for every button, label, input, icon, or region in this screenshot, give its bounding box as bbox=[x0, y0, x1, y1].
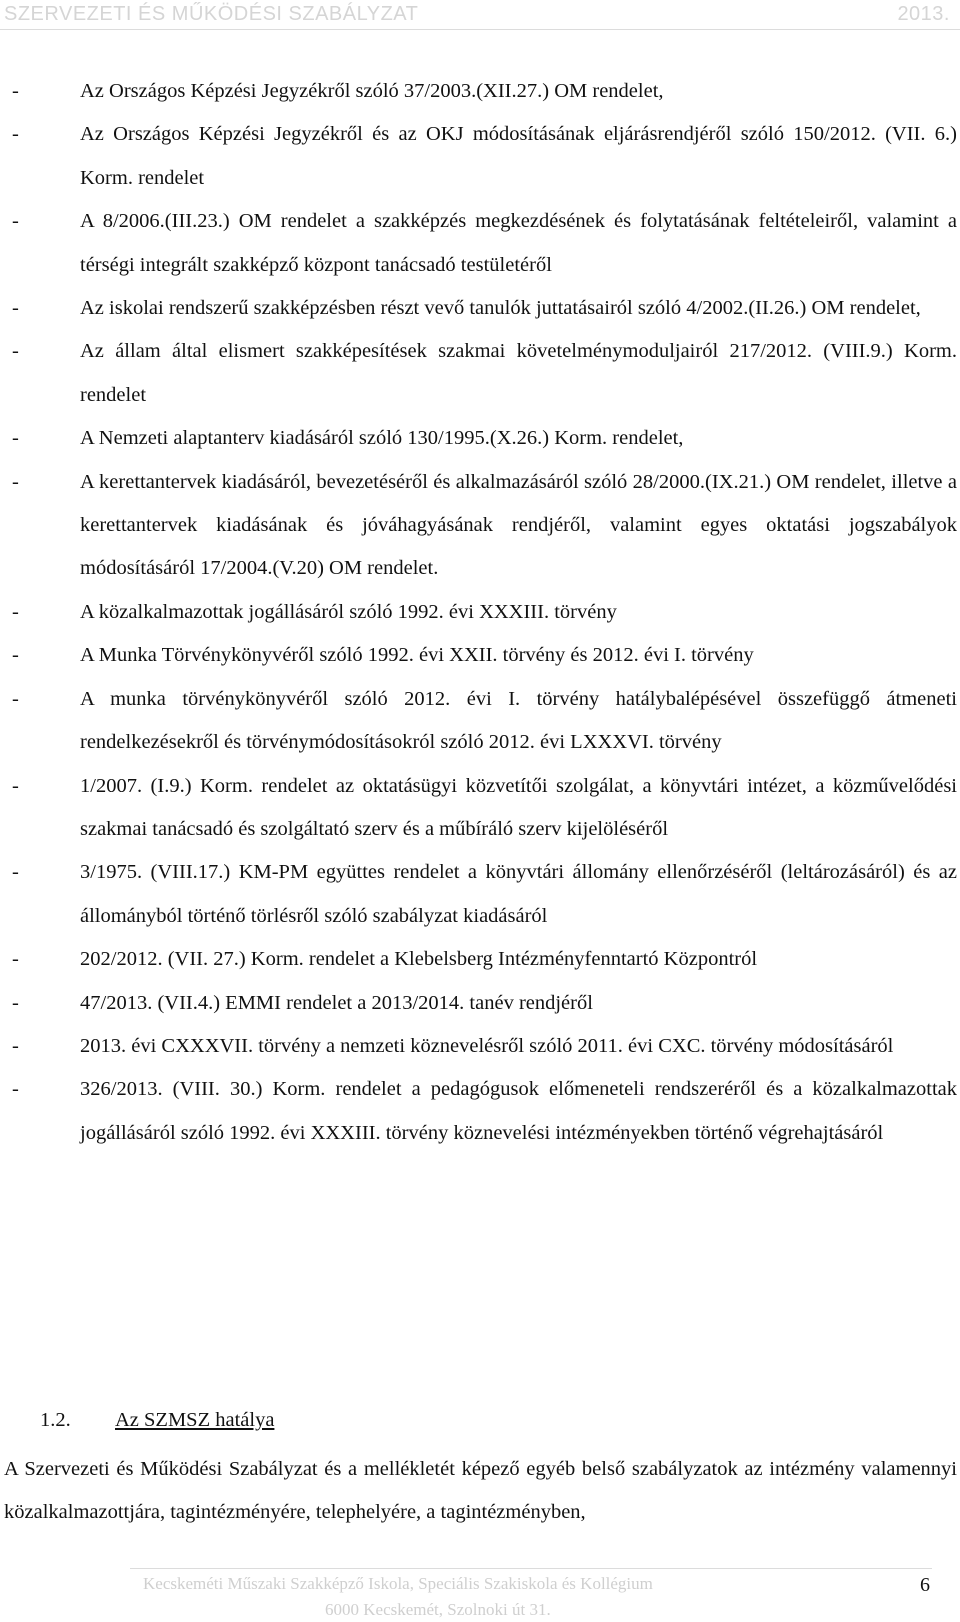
page-header bbox=[0, 0, 960, 30]
header-year: 2013. bbox=[897, 3, 950, 25]
list-dash: - bbox=[12, 210, 19, 233]
section-heading bbox=[40, 1405, 274, 1435]
list-item-text: A munka törvénykönyvéről szóló 2012. évi I. törvény hatálybalépésével összefüggő átmeneti rendelkezésekről és törvénymódosításokról szóló 2012. évi LXXXVI. törvény bbox=[80, 687, 957, 754]
list-item bbox=[0, 70, 960, 113]
list-item bbox=[0, 461, 960, 591]
list-dash: - bbox=[12, 948, 19, 971]
header-rule bbox=[0, 29, 960, 30]
section-title: Az SZMSZ hatálya bbox=[115, 1409, 275, 1431]
list-dash: - bbox=[12, 340, 19, 363]
list-dash: - bbox=[12, 861, 19, 884]
list-item-text: Az iskolai rendszerű szakképzésben részt vevő tanulók juttatásairól szóló 4/2002.(II.26.) OM rendelet, bbox=[80, 297, 921, 320]
list-item-text: Az Országos Képzési Jegyzékről és az OKJ módosításának eljárásrendjéről szóló 150/2012. (VII. 6.) Korm. rendelet bbox=[80, 123, 957, 189]
list-item bbox=[0, 1025, 960, 1068]
list-item bbox=[0, 765, 960, 852]
page-footer bbox=[0, 1562, 960, 1622]
list-item-text: 326/2013. (VIII. 30.) Korm. rendelet a pedagógusok előmeneteli rendszeréről és a közalkalmazottak jogállásáról szóló 1992. évi XXXIII. törvény köznevelési intézményekben történő végrehajtásáról bbox=[80, 1078, 957, 1144]
list-item-text: A közalkalmazottak jogállásáról szóló 1992. évi XXXIII. törvény bbox=[80, 600, 617, 623]
list-dash: - bbox=[12, 427, 19, 450]
list-item-text: A 8/2006.(III.23.) OM rendelet a szakképzés megkezdésének és folytatásának feltételeiről, valamint a térségi integrált szakképző központ tanácsadó testületéről bbox=[80, 210, 957, 276]
list-dash: - bbox=[12, 297, 19, 320]
page-number: 6 bbox=[920, 1574, 930, 1596]
footer-address: 6000 Kecskemét, Szolnoki út 31. bbox=[325, 1600, 551, 1619]
list-dash: - bbox=[12, 80, 19, 102]
header-title: SZERVEZETI ÉS MŰKÖDÉSI SZABÁLYZAT bbox=[4, 3, 419, 25]
list-item bbox=[0, 417, 960, 460]
list-item-text: A kerettantervek kiadásáról, bevezetéséről és alkalmazásáról szóló 28/2000.(IX.21.) OM rendelet, illetve a kerettantervek kiadásának és jóváhagyásának rendjéről, valamint egyes oktatási jogszabályok módosításáról 17/2004.(V.20) OM rendelet. bbox=[80, 470, 957, 580]
list-item bbox=[0, 851, 960, 938]
list-item bbox=[0, 982, 960, 1025]
section-number: 1.2. bbox=[40, 1409, 71, 1431]
list-dash: - bbox=[12, 774, 19, 797]
list-item bbox=[0, 1068, 960, 1155]
list-item bbox=[0, 591, 960, 634]
list-item bbox=[0, 938, 960, 981]
list-dash: - bbox=[12, 600, 19, 623]
list-dash: - bbox=[12, 470, 19, 493]
list-item bbox=[0, 200, 960, 287]
list-item-text: Az Országos Képzési Jegyzékről szóló 37/2003.(XII.27.) OM rendelet, bbox=[80, 80, 664, 102]
list-item-text: 47/2013. (VII.4.) EMMI rendelet a 2013/2014. tanév rendjéről bbox=[80, 991, 593, 1014]
list-item-text: A Nemzeti alaptanterv kiadásáról szóló 130/1995.(X.26.) Korm. rendelet, bbox=[80, 427, 684, 450]
list-item bbox=[0, 330, 960, 417]
legal-references-list bbox=[0, 70, 960, 1155]
list-dash: - bbox=[12, 1034, 19, 1057]
list-item-text: 1/2007. (I.9.) Korm. rendelet az oktatásügyi közvetítői szolgálat, a könyvtári intézet, a közművelődési szakmai tanácsadó és szolgáltató szerv és a műbíráló szerv kijelöléséről bbox=[80, 774, 957, 840]
list-dash: - bbox=[12, 123, 19, 146]
list-item-text: 202/2012. (VII. 27.) Korm. rendelet a Klebelsberg Intézményfenntartó Központról bbox=[80, 948, 758, 971]
footer-rule bbox=[130, 1568, 932, 1569]
body-paragraph: A Szervezeti és Működési Szabályzat és a mellékletét képező egyéb belső szabályzatok az intézmény valamennyi közalkalmazottjára, tagintézményére, telephelyére, a tagintézményben, bbox=[4, 1458, 957, 1524]
list-dash: - bbox=[12, 687, 19, 710]
list-dash: - bbox=[12, 644, 19, 667]
list-item bbox=[0, 287, 960, 330]
footer-institution: Kecskeméti Műszaki Szakképző Iskola, Speciális Szakiskola és Kollégium bbox=[143, 1574, 653, 1593]
list-item-text: Az állam által elismert szakképesítések szakmai követelménymoduljairól 217/2012. (VIII.9.) Korm. rendelet bbox=[80, 340, 957, 406]
list-item-text: 3/1975. (VIII.17.) KM-PM együttes rendelet a könyvtári állomány ellenőrzéséről (leltározásáról) és az állományból történő törlésről szóló szabályzat kiadásáról bbox=[80, 861, 957, 927]
list-item bbox=[0, 113, 960, 200]
list-item bbox=[0, 678, 960, 765]
list-item bbox=[0, 634, 960, 677]
list-dash: - bbox=[12, 991, 19, 1014]
list-dash: - bbox=[12, 1078, 19, 1101]
list-item-text: 2013. évi CXXXVII. törvény a nemzeti köznevelésről szóló 2011. évi CXC. törvény módosításáról bbox=[80, 1034, 894, 1057]
list-item-text: A Munka Törvénykönyvéről szóló 1992. évi XXII. törvény és 2012. évi I. törvény bbox=[80, 644, 754, 667]
